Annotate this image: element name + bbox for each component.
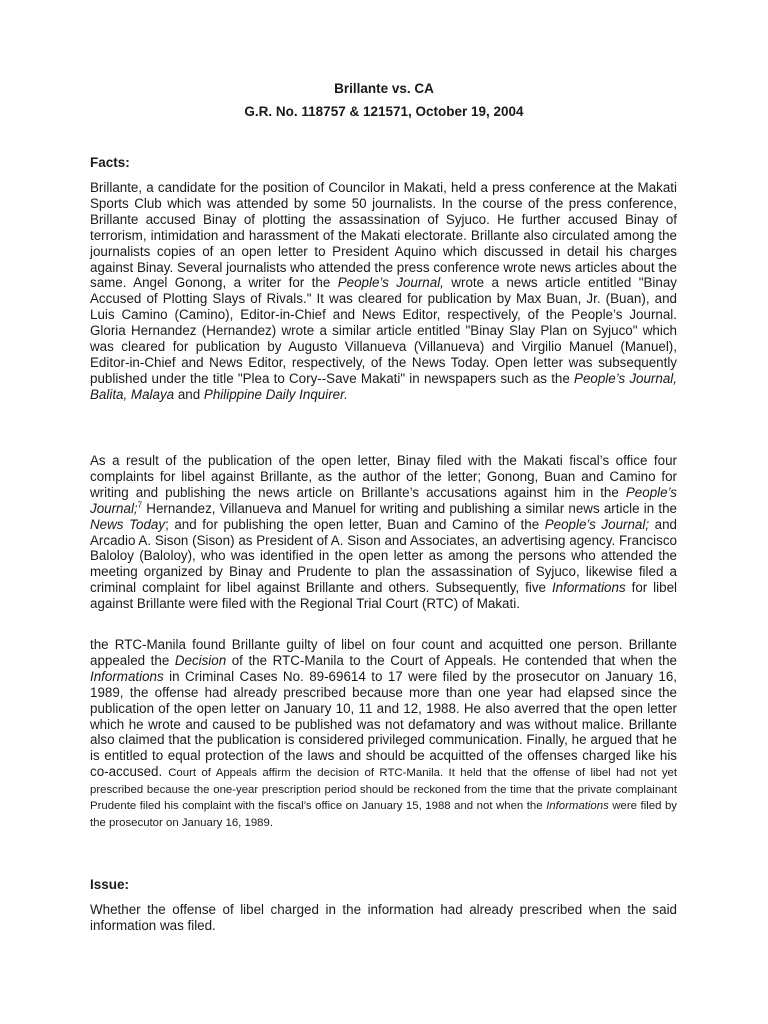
facts-p2-text-i: for libel against Brillante were filed with the Regional Trial Court (RTC) of Makati. [90, 580, 677, 612]
facts-paragraph-1 [90, 180, 677, 403]
facts-p3-text-c: of the RTC-Manila to the Court of Appeals. He contended that when the [226, 652, 677, 668]
facts-p2-italic-b: People’s Journal; [90, 484, 677, 516]
facts-heading: Facts: [90, 155, 130, 170]
facts-p2-text-a: As a result of the publication of the open letter, Binay filed with the Makati fiscal’s office four complaints for libel against Brillante, as the author of the letter; Gonong, Buan and Camino for writing and publishing the news article on Brillante’s accusations against him in the [90, 453, 677, 500]
facts-p3-italic-d: Informations [90, 668, 164, 684]
facts-p1-text-e: and [174, 386, 204, 402]
facts-p2-text-e: ; and for publishing the open letter, Buan and Camino of the [165, 516, 545, 532]
facts-p3-italic-b: Decision [174, 652, 227, 668]
footnote-marker: 7 [137, 500, 143, 510]
facts-p2-italic-d: News Today [90, 516, 166, 532]
facts-p3-small-italic-g: Informations [546, 800, 609, 813]
issue-paragraph: Whether the offense of libel charged in the information had already prescribed when the said information was filed. [90, 902, 677, 933]
case-citation: G.R. No. 118757 & 121571, October 19, 2004 [244, 104, 524, 119]
facts-p1-italic-d: People’s Journal, Balita, Malaya [90, 370, 677, 402]
facts-p2-italic-h: Informations [551, 580, 626, 596]
facts-p1-italic-b: People’s Journal, [337, 275, 444, 291]
facts-paragraph-2 [90, 453, 677, 612]
facts-p2-text-c: Hernandez, Villanueva and Manuel for writing and publishing a similar news article in the [142, 500, 677, 516]
facts-p3-small-f: Court of Appeals affirm the decision of RTC-Manila. It held that the offense of libel had not yet prescribed because the one-year prescription period should be reckoned from the time that the private complainant Prudente filed his complaint with the fiscal’s office on January 15, 1988 and not when the [90, 767, 678, 813]
issue-heading: Issue: [90, 877, 130, 892]
facts-p1-text-c: wrote a news article entitled "Binay Accused of Plotting Slays of Rivals." It was cleared for publication by Max Buan, Jr. (Buan), and Luis Camino (Camino), Editor-in-Chief and News Editor, respectively, of the People’s Journal. Gloria Hernandez (Hernandez) wrote a similar article entitled "Binay Slay Plan on Syjuco" which was cleared for publication by Augusto Villanueva (Villanueva) and Virgilio Manuel (Manuel), Editor-in-Chief and News Editor, respectively, of the News Today. Open letter was subsequently published under the title "Plea to Cory--Save Makati" in newspapers such as the [90, 275, 677, 386]
facts-p3-text-a: the RTC-Manila found Brillante guilty of libel on four count and acquitted one person. Brillante appealed the [90, 637, 677, 668]
facts-p3-small-h: were filed by the prosecutor on January 16, 1989. [90, 800, 677, 830]
facts-p2-italic-f: People’s Journal; [544, 516, 650, 532]
document-title: Brillante vs. CA [334, 81, 434, 96]
facts-p1-text-a: Brillante, a candidate for the position of Councilor in Makati, held a press conference at the Makati Sports Club which was attended by some 50 journalists. In the course of the press conference, Brillante accused Binay of plotting the assassination of Syjuco. He further accused Binay of terrorism, intimidation and harassment of the Makati electorate. Brillante also circulated among the journalists copies of an open letter to President Aquino which discussed in detail his charges against Binay. Several journalists who attended the press conference wrote news articles about the same. Angel Gonong, a writer for the [90, 180, 677, 291]
facts-p2-text-g: and Arcadio A. Sison (Sison) as President of A. Sison and Associates, an advertising agency. Francisco Baloloy (Baloloy), who was identified in the open letter as among the persons who attended the meeting organized by Binay and Prudente to plan the assassination of Syjuco, likewise filed a criminal complaint for libel against Brillante and others. Subsequently, five [90, 516, 677, 596]
facts-p3-text-e: in Criminal Cases No. 89-69614 to 17 were filed by the prosecutor on January 16, 1989, the offense had already prescribed because more than one year had elapsed since the publication of the open letter on January 10, 11 and 12, 1988. He also averred that the open letter which he wrote and caused to be published was not defamatory and was without malice. Brillante also claimed that the publication is considered privileged communication. Finally, he argued that he is entitled to equal protection of the laws and should be acquitted of the offenses charged like his co-accused. [90, 668, 677, 780]
facts-p1-italic-f: Philippine Daily Inquirer. [203, 386, 348, 402]
facts-paragraph-3 [90, 637, 677, 831]
